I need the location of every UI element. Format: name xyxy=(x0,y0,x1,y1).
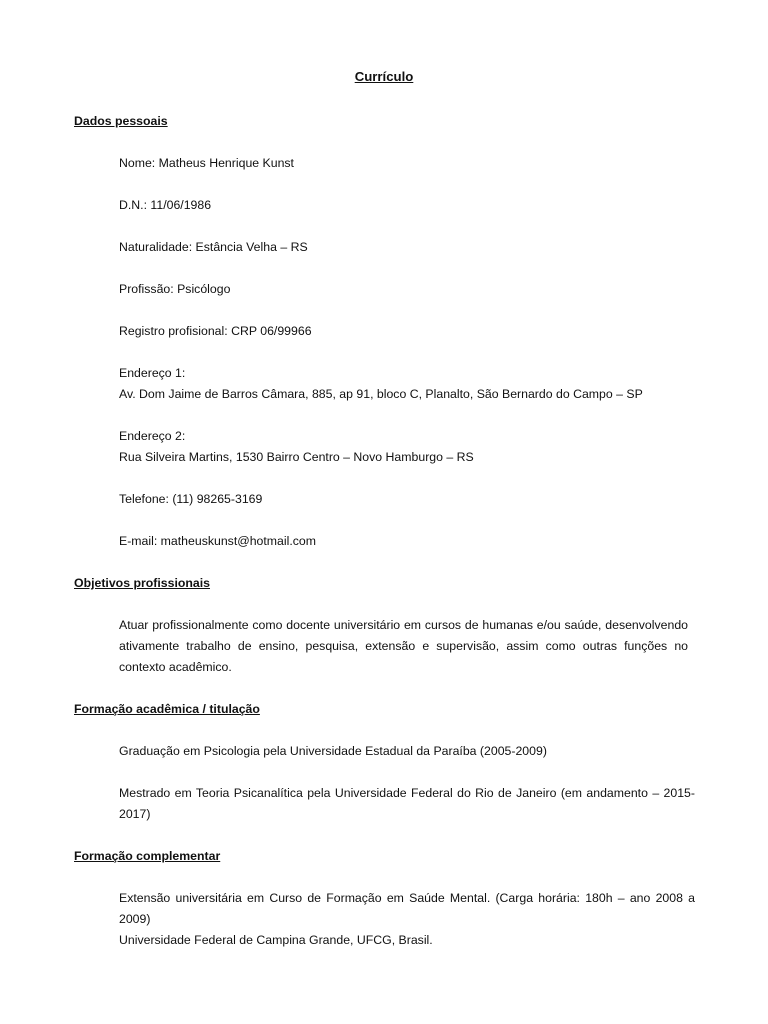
field-birthplace: Naturalidade: Estância Velha – RS xyxy=(119,240,308,254)
field-profession: Profissão: Psicólogo xyxy=(119,282,231,296)
education-item: Graduação em Psicologia pela Universidade Estadual da Paraíba (2005-2009) xyxy=(119,744,547,758)
section-heading-objectives: Objetivos profissionais xyxy=(74,576,210,590)
education-item: Mestrado em Teoria Psicanalítica pela Universidade Federal do Rio de Janeiro (em andamento – 2015-2017) xyxy=(119,786,695,821)
field-address2: Rua Silveira Martins, 1530 Bairro Centro – Novo Hamburgo – RS xyxy=(119,450,474,464)
complementary-institution: Universidade Federal de Campina Grande, UFCG, Brasil. xyxy=(119,933,433,947)
section-heading-complementary: Formação complementar xyxy=(74,849,221,863)
section-heading-personal: Dados pessoais xyxy=(74,114,168,128)
field-address2-label: Endereço 2: xyxy=(119,429,186,443)
objectives-paragraph: Atuar profissionalmente como docente universitário em cursos de humanas e/ou saúde, desenvolvendo ativamente trabalho de ensino, pesquisa, extensão e supervisão, assim como outras funções no contexto acadêmico. xyxy=(119,618,688,674)
section-heading-education: Formação acadêmica / titulação xyxy=(74,702,260,716)
field-address1-label: Endereço 1: xyxy=(119,366,186,380)
field-date-of-birth: D.N.: 11/06/1986 xyxy=(119,198,212,212)
field-registration: Registro profisional: CRP 06/99966 xyxy=(119,324,312,338)
field-address1: Av. Dom Jaime de Barros Câmara, 885, ap 91, bloco C, Planalto, São Bernardo do Campo – SP xyxy=(119,387,643,401)
field-name: Nome: Matheus Henrique Kunst xyxy=(119,156,294,170)
field-phone: Telefone: (11) 98265-3169 xyxy=(119,492,263,506)
complementary-course: Extensão universitária em Curso de Formação em Saúde Mental. (Carga horária: 180h – ano 2008 a 2009) xyxy=(119,891,695,926)
document-title: Currículo xyxy=(354,69,414,84)
field-email: E-mail: matheuskunst@hotmail.com xyxy=(119,534,317,548)
